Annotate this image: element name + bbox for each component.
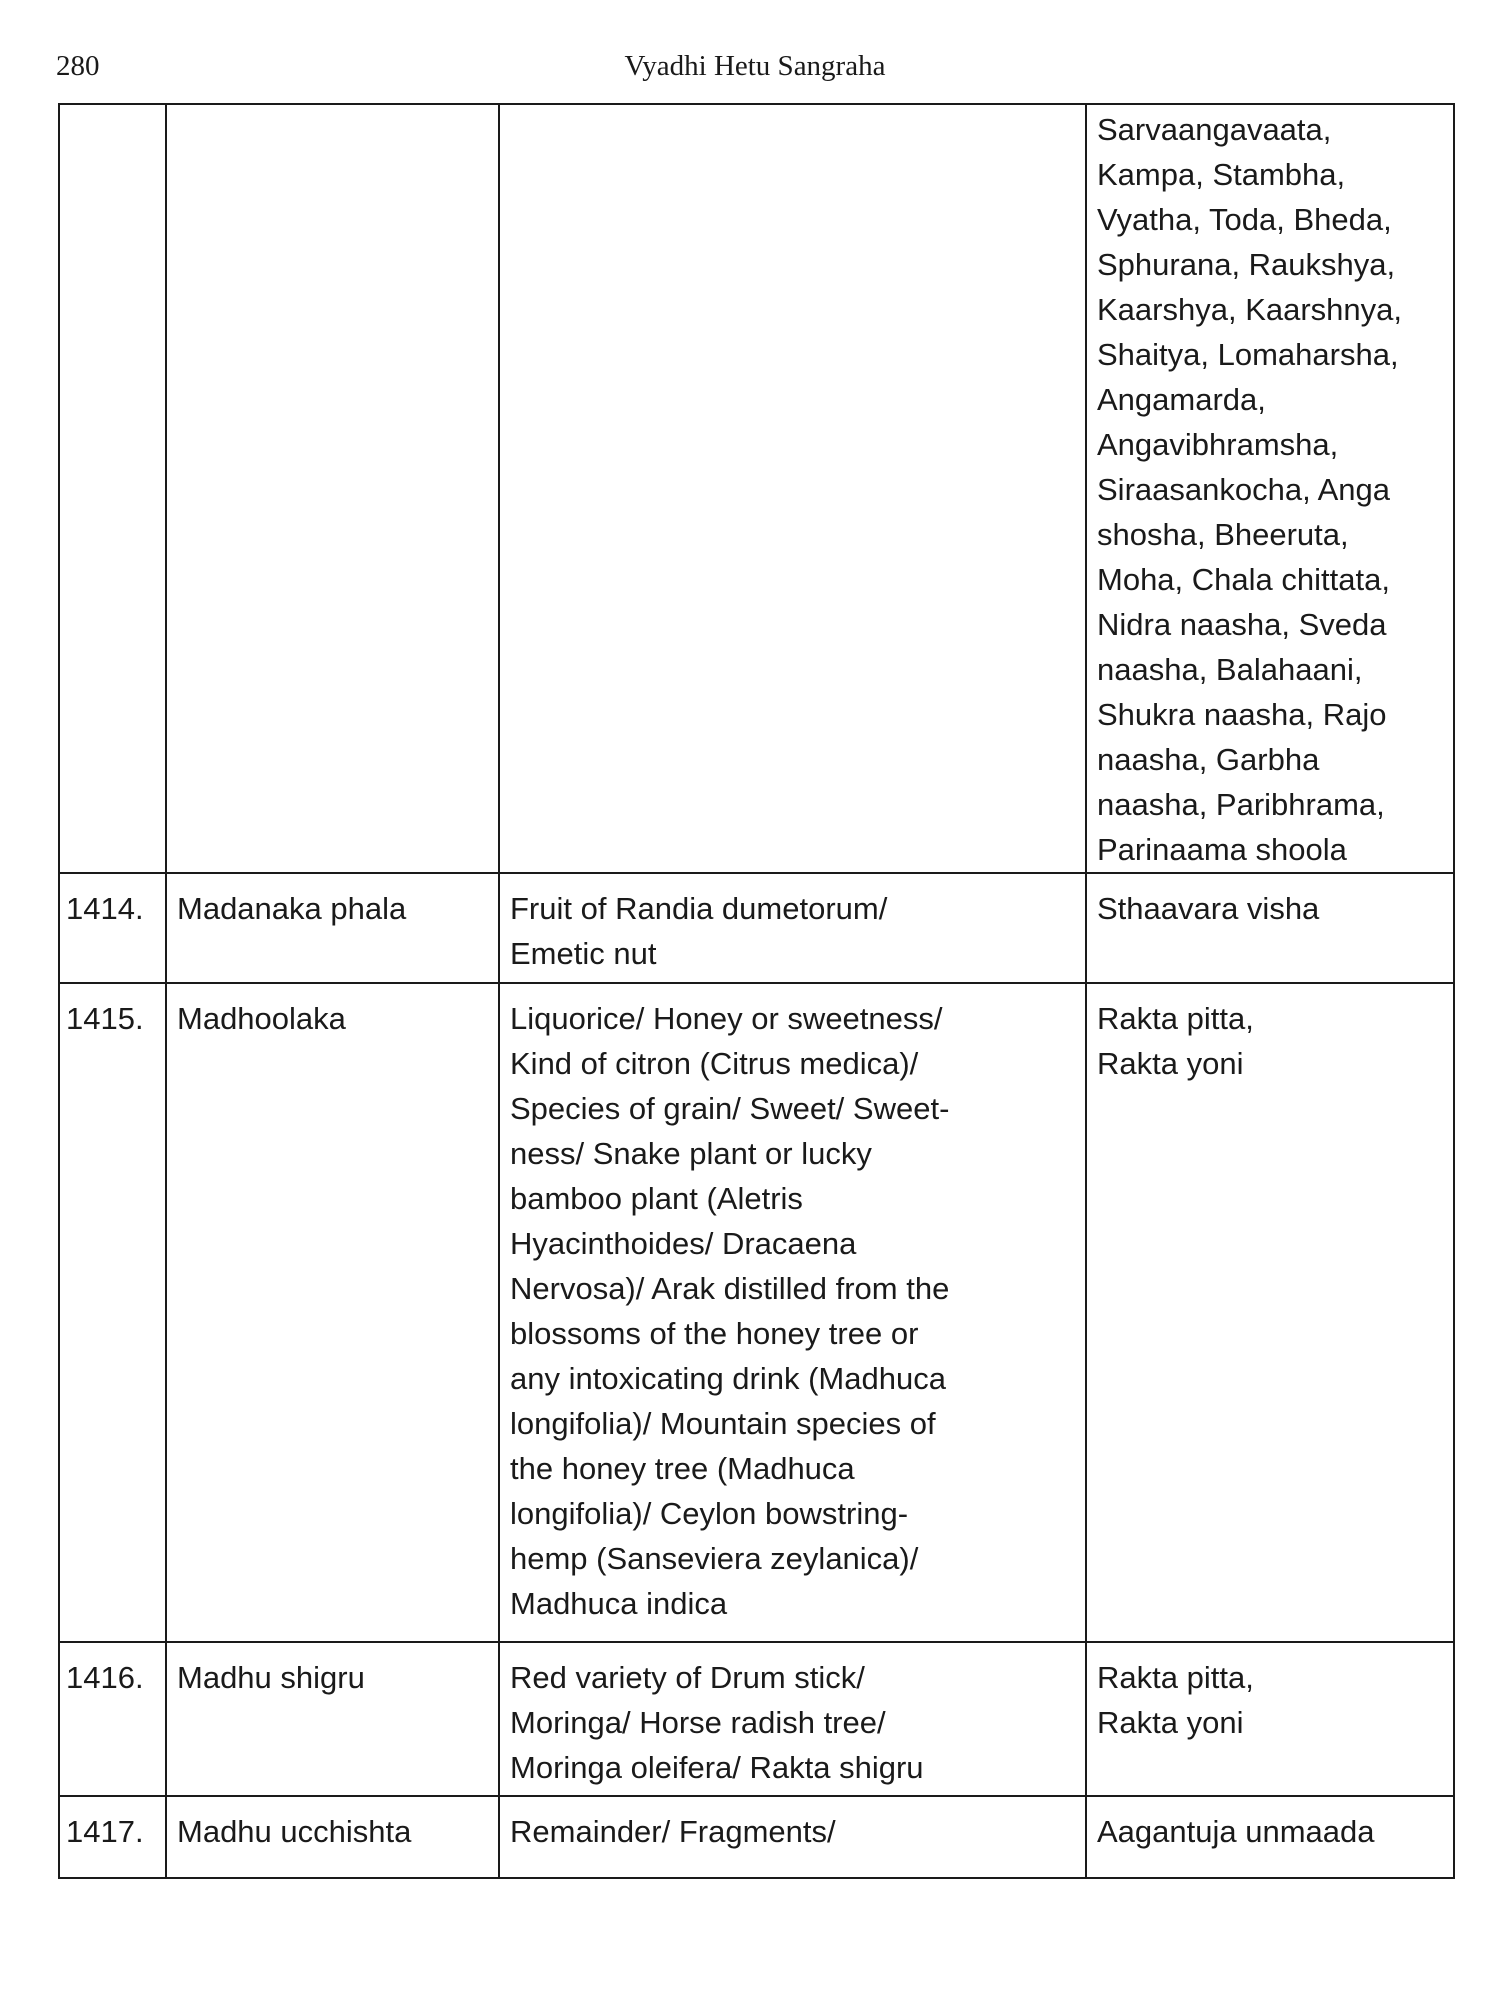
disease-line: Shukra naasha, Rajo <box>1097 697 1387 732</box>
description-line: Kind of citron (Citrus medica)/ <box>510 1046 919 1081</box>
description-line: Madhuca indica <box>510 1586 728 1621</box>
entry-name-cell <box>166 104 499 873</box>
page-number: 280 <box>56 50 100 82</box>
description-line: the honey tree (Madhuca <box>510 1451 855 1486</box>
description-line: hemp (Sanseviera zeylanica)/ <box>510 1541 919 1576</box>
entry-diseases-cell <box>1086 1796 1454 1878</box>
entry-name-cell: Madanaka phala <box>166 873 499 983</box>
disease-line: naasha, Paribhrama, <box>1097 787 1385 822</box>
disease-line: Sthaavara visha <box>1097 891 1320 926</box>
disease-line: Angamarda, <box>1097 382 1266 417</box>
entry-description-cell <box>499 983 1086 1642</box>
description-line: bamboo plant (Aletris <box>510 1181 803 1216</box>
entry-number-cell: 1416. <box>59 1642 166 1796</box>
disease-line: naasha, Balahaani, <box>1097 652 1363 687</box>
disease-line: Siraasankocha, Anga <box>1097 472 1390 507</box>
description-line: Liquorice/ Honey or sweetness/ <box>510 1001 943 1036</box>
entry-description-cell <box>499 104 1086 873</box>
entry-number-cell: 1417. <box>59 1796 166 1878</box>
entry-diseases-cell <box>1086 1642 1454 1796</box>
description-line: Moringa/ Horse radish tree/ <box>510 1705 886 1740</box>
table-row <box>59 983 1454 1642</box>
table-row <box>59 1642 1454 1796</box>
description-line: longifolia)/ Mountain species of <box>510 1406 936 1441</box>
entry-diseases-cell <box>1086 983 1454 1642</box>
disease-line: Kaarshya, Kaarshnya, <box>1097 292 1403 327</box>
disease-line: Sphurana, Raukshya, <box>1097 247 1396 282</box>
disease-line: Shaitya, Lomaharsha, <box>1097 337 1399 372</box>
disease-line: Nidra naasha, Sveda <box>1097 607 1387 642</box>
entry-diseases-cell <box>1086 104 1454 873</box>
description-line: Emetic nut <box>510 936 657 971</box>
disease-line: Vyatha, Toda, Bheda, <box>1097 202 1392 237</box>
description-line: ness/ Snake plant or lucky <box>510 1136 872 1171</box>
disease-line: Parinaama shoola <box>1097 832 1347 867</box>
disease-line: Rakta yoni <box>1097 1046 1244 1081</box>
disease-line: Kampa, Stambha, <box>1097 157 1346 192</box>
description-line: Red variety of Drum stick/ <box>510 1660 865 1695</box>
description-line: Nervosa)/ Arak distilled from the <box>510 1271 950 1306</box>
description-line: Remainder/ Fragments/ <box>510 1814 836 1849</box>
description-line: Species of grain/ Sweet/ Sweet- <box>510 1091 950 1126</box>
disease-line: shosha, Bheeruta, <box>1097 517 1349 552</box>
table-row <box>59 1796 1454 1878</box>
entry-name-cell: Madhu ucchishta <box>166 1796 499 1878</box>
entry-description-cell <box>499 1796 1086 1878</box>
description-line: blossoms of the honey tree or <box>510 1316 919 1351</box>
description-line: any intoxicating drink (Madhuca <box>510 1361 946 1396</box>
disease-line: Aagantuja unmaada <box>1097 1814 1375 1849</box>
glossary-table <box>58 103 1455 1879</box>
entry-number-cell: 1415. <box>59 983 166 1642</box>
entry-name-cell: Madhoolaka <box>166 983 499 1642</box>
description-line: Fruit of Randia dumetorum/ <box>510 891 888 926</box>
entry-name-cell: Madhu shigru <box>166 1642 499 1796</box>
entry-description-cell <box>499 873 1086 983</box>
running-title: Vyadhi Hetu Sangraha <box>624 50 886 82</box>
disease-line: Sarvaangavaata, <box>1097 112 1332 147</box>
description-line: Moringa oleifera/ Rakta shigru <box>510 1750 924 1785</box>
description-line: longifolia)/ Ceylon bowstring- <box>510 1496 909 1531</box>
table-row-continued <box>59 104 1454 873</box>
entry-number-cell: 1414. <box>59 873 166 983</box>
entry-number-cell <box>59 104 166 873</box>
disease-line: Rakta pitta, <box>1097 1001 1254 1036</box>
disease-line: Rakta pitta, <box>1097 1660 1254 1695</box>
disease-line: Moha, Chala chittata, <box>1097 562 1390 597</box>
table-row <box>59 873 1454 983</box>
disease-line: Rakta yoni <box>1097 1705 1244 1740</box>
disease-line: naasha, Garbha <box>1097 742 1320 777</box>
description-line: Hyacinthoides/ Dracaena <box>510 1226 857 1261</box>
entry-diseases-cell <box>1086 873 1454 983</box>
entry-description-cell <box>499 1642 1086 1796</box>
disease-line: Angavibhramsha, <box>1097 427 1339 462</box>
